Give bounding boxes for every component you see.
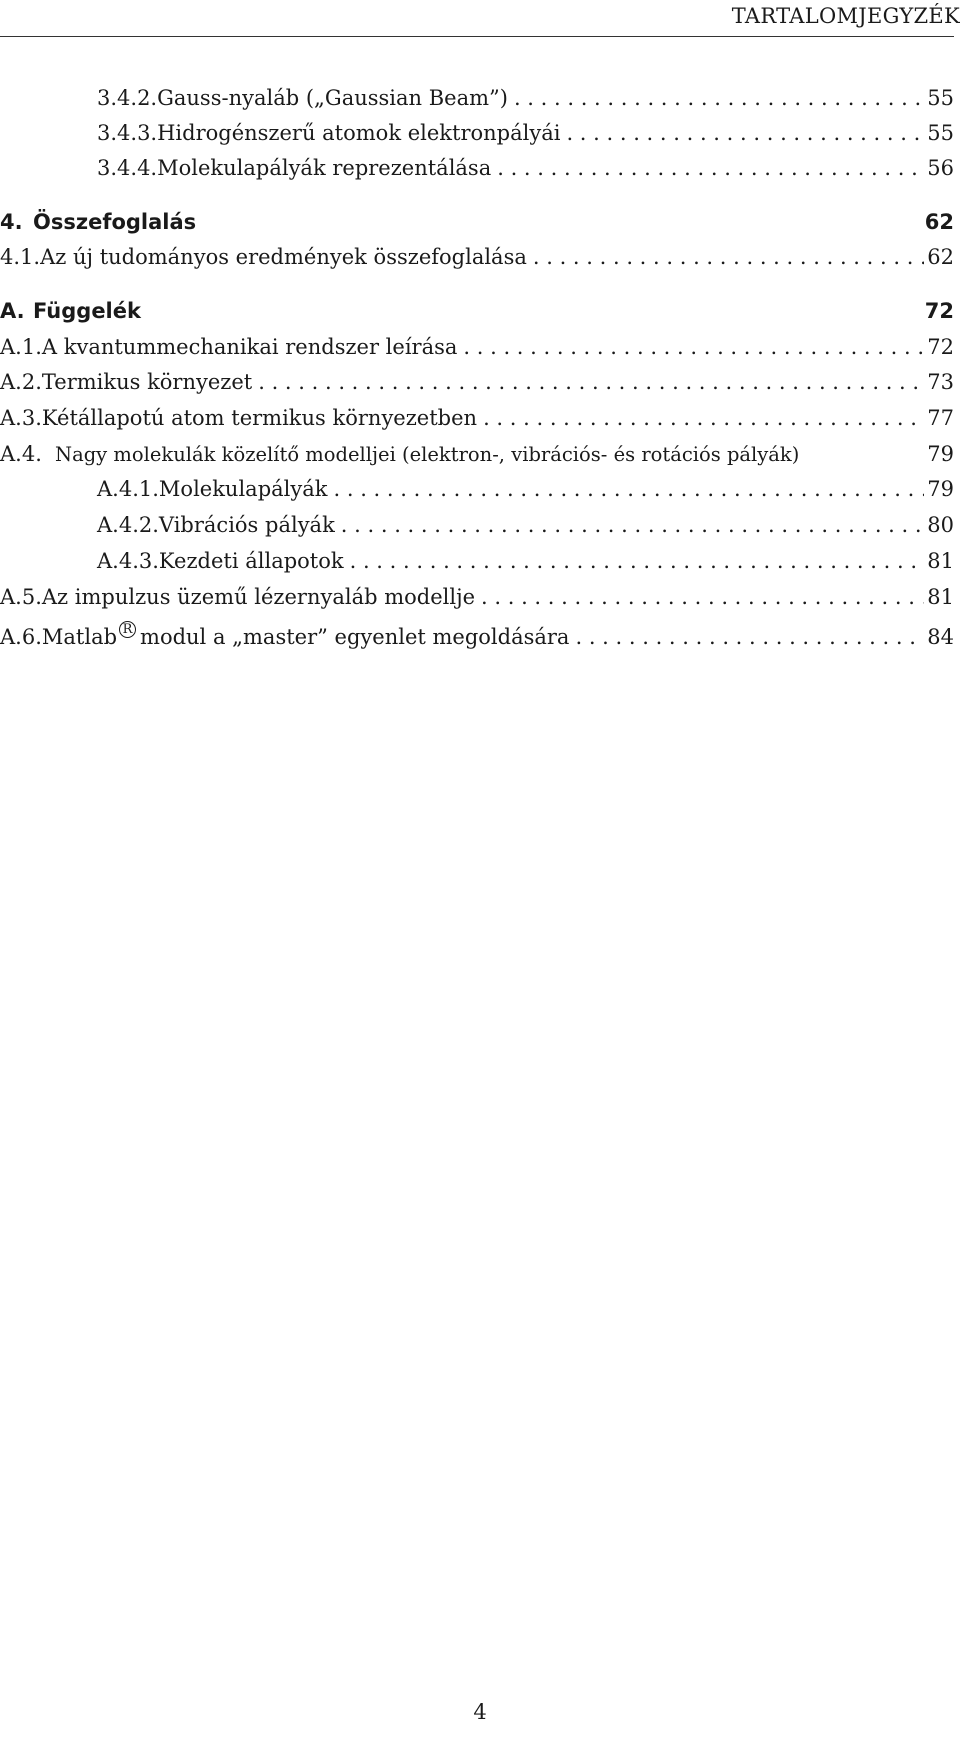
toc-chapter-a[interactable]: [0, 299, 954, 333]
toc-chapter-title: Függelék: [33, 299, 141, 323]
toc-entry-page: 55: [927, 86, 954, 110]
toc-chapter-title: Összefoglalás: [33, 210, 197, 234]
toc-entry-a-4-1[interactable]: [0, 477, 954, 511]
toc-entry-title-post: modul a „master” egyenlet megoldására: [140, 625, 570, 649]
toc-entry-title: Molekulapályák reprezentálása: [157, 156, 492, 180]
toc-entry-3-4-3[interactable]: [0, 121, 954, 155]
toc-entry-number: A.3.: [0, 406, 42, 430]
toc-entry-page: 56: [927, 156, 954, 180]
dot-leader: [527, 245, 924, 269]
dot-leader: [252, 370, 924, 394]
running-header-title: TARTALOMJEGYZÉK: [731, 4, 960, 28]
toc-entry-number: A.6.: [0, 625, 42, 649]
dot-leader: [475, 585, 924, 609]
toc-chapter-page: 62: [924, 210, 954, 234]
toc-entry-number: A.1.: [0, 335, 42, 359]
toc-entry-title: Az impulzus üzemű lézernyaláb modellje: [41, 585, 476, 609]
toc-chapter-page: 72: [924, 299, 954, 323]
toc-entry-number: A.5.: [0, 585, 42, 609]
toc-entry-a-3[interactable]: [0, 406, 954, 440]
toc-entry-page: 80: [927, 513, 954, 537]
toc-entry-title: [42, 621, 570, 649]
dot-leader: [344, 549, 924, 573]
toc-entry-page: 73: [927, 370, 954, 394]
header-rule: [0, 36, 954, 37]
toc-entry-number: 3.4.2.: [97, 86, 158, 110]
toc-entry-title: Kezdeti állapotok: [158, 549, 344, 573]
toc-entry-title: Termikus környezet: [41, 370, 253, 394]
toc-entry-title: Vibrációs pályák: [158, 513, 335, 537]
toc-entry-number: A.4.3.: [97, 549, 159, 573]
registered-trademark-icon: R: [119, 621, 136, 638]
running-header: [6, 4, 960, 34]
toc-chapter-4[interactable]: [0, 210, 954, 244]
toc-chapter-number: 4.: [0, 210, 23, 234]
toc-entry-a-4-3[interactable]: [0, 549, 954, 583]
toc-entry-page: 81: [927, 585, 954, 609]
dot-leader: [335, 513, 924, 537]
toc-entry-number: A.4.1.: [97, 477, 159, 501]
dot-leader: [491, 156, 924, 180]
toc-entry-a-2[interactable]: [0, 370, 954, 404]
toc-entry-a-4[interactable]: [0, 442, 954, 476]
toc-entry-page: 79: [927, 477, 954, 501]
toc-entry-number: 4.1.: [0, 245, 41, 269]
toc-entry-title: Gauss-nyaláb („Gaussian Beam”): [157, 86, 508, 110]
toc-entry-title: Kétállapotú atom termikus környezetben: [41, 406, 478, 430]
toc-entry-a-5[interactable]: [0, 585, 954, 619]
toc-entry-page: 79: [927, 442, 954, 466]
toc-entry-page: 72: [927, 335, 954, 359]
toc-entry-title: Az új tudományos eredmények összefoglalása: [40, 245, 527, 269]
toc-entry-a-1[interactable]: [0, 335, 954, 369]
toc-entry-number: A.4.: [0, 442, 42, 466]
toc-entry-3-4-4[interactable]: [0, 156, 954, 190]
toc-entry-number: A.2.: [0, 370, 42, 394]
toc-entry-title-pre: Matlab: [41, 625, 118, 649]
toc-entry-number: 3.4.3.: [97, 121, 158, 145]
toc-entry-page: 55: [927, 121, 954, 145]
toc-entry-title: A kvantummechanikai rendszer leírása: [41, 335, 458, 359]
toc-entry-page: 81: [927, 549, 954, 573]
toc-entry-page: 77: [927, 406, 954, 430]
toc-entry-page: 62: [927, 245, 954, 269]
toc-entry-4-1[interactable]: [0, 245, 954, 279]
dot-leader: [569, 625, 924, 649]
toc-entry-title: Nagy molekulák közelítő modelljei (elektron-, vibrációs- és rotációs pályák): [55, 443, 800, 466]
dot-leader: [457, 335, 924, 359]
toc-entry-title: Hidrogénszerű atomok elektronpályái: [157, 121, 561, 145]
dot-leader: [508, 86, 924, 110]
toc-entry-title: Molekulapályák: [158, 477, 328, 501]
toc-entry-3-4-2[interactable]: [0, 86, 954, 120]
dot-leader: [560, 121, 924, 145]
toc-entry-number: 3.4.4.: [97, 156, 158, 180]
page-number: [0, 1700, 960, 1724]
page-number-value: 4: [473, 1700, 487, 1724]
toc-entry-a-4-2[interactable]: [0, 513, 954, 547]
toc-entry-page: 84: [927, 625, 954, 649]
dot-leader: [328, 477, 925, 501]
toc-entry-number: A.4.2.: [97, 513, 159, 537]
toc-entry-a-6[interactable]: [0, 621, 954, 655]
toc-chapter-number: A.: [0, 299, 25, 323]
dot-leader: [477, 406, 924, 430]
